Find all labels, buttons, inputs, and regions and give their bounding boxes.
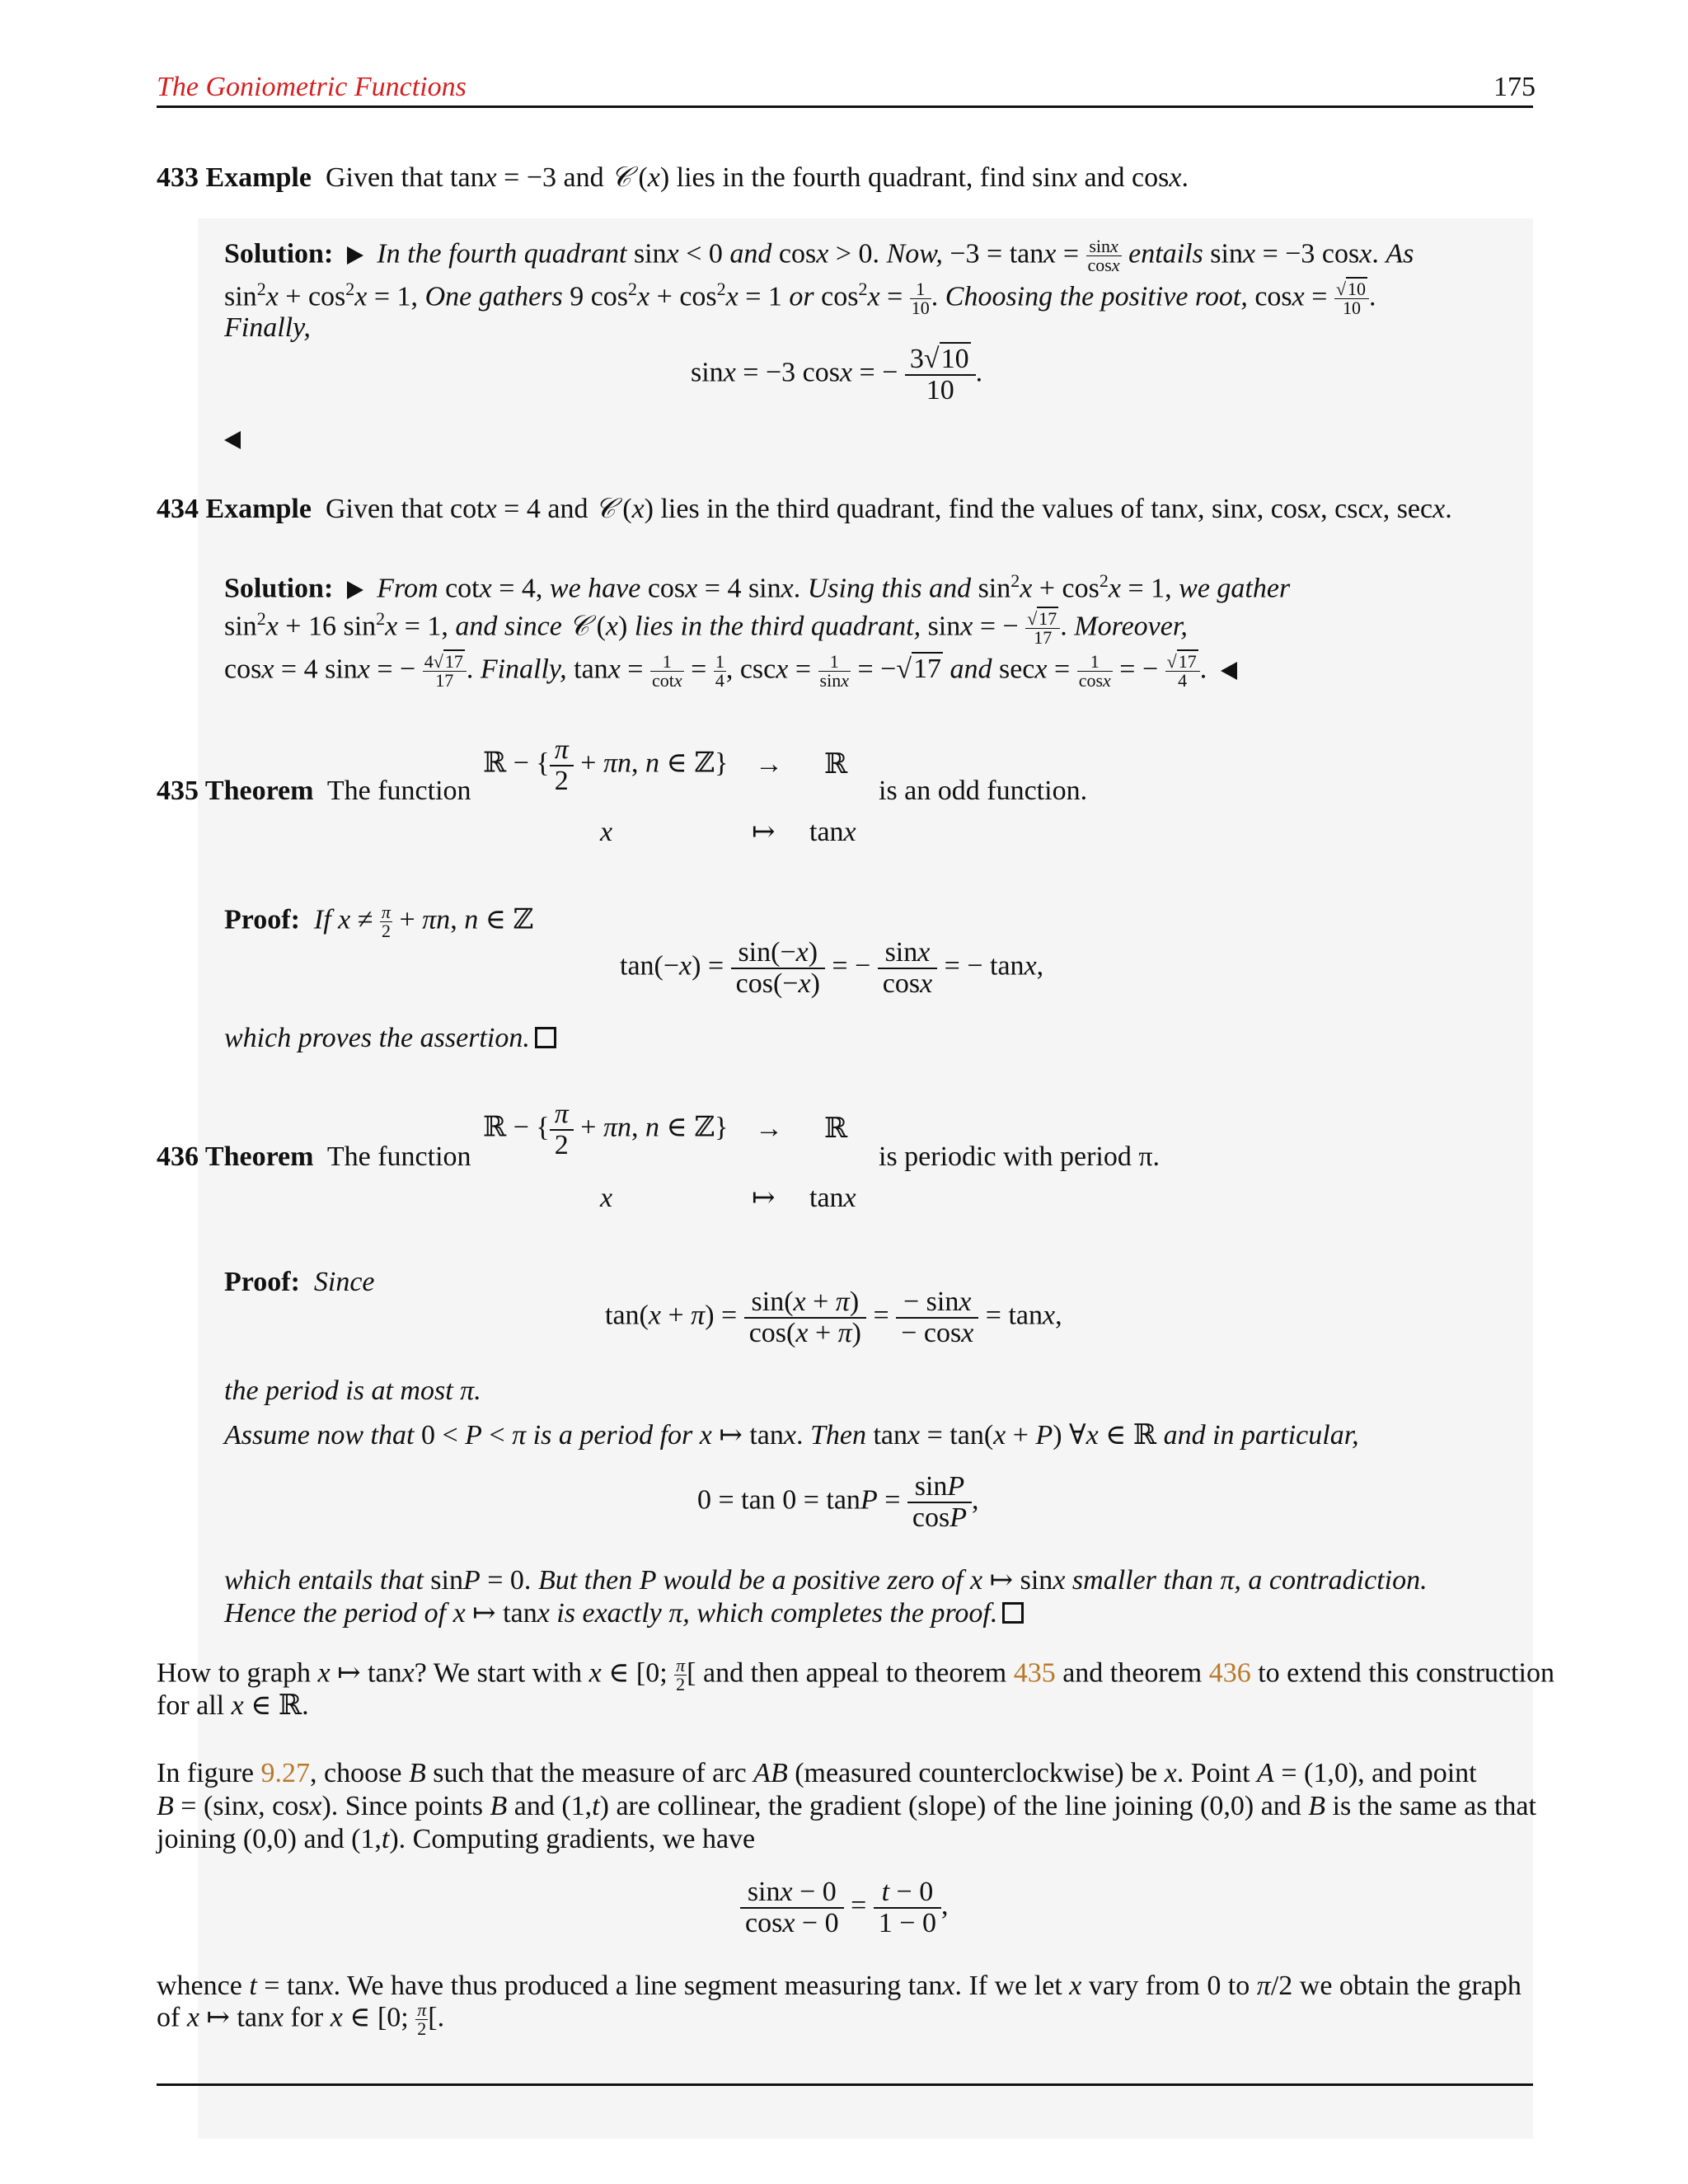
theorem-436-period-at-most: the period is at most π.: [224, 1376, 481, 1406]
example-434-solution-line1: Solution: From cotx = 4, we have cosx = 4 sinx. Using this and $\sin^2x + \cos^2x = 1$, we gather: [224, 570, 1291, 604]
body-display-equation: $\frac{\sin x - 0}{\cos x - 0}$ = $\frac{t - 0}{1 - 0}$ ,: [740, 1877, 948, 1938]
example-433-solution-line2: $\sin^2x + \cos^2x = 1$, One gathers 9 $\cos^2x + \cos^2x = 1$ or $\cos^2x$ = $\frac{1}{10}$ . Choosing the positive root, cosx = $\frac{√10}{10}$ .: [224, 279, 1376, 319]
solution-start-icon: [347, 581, 363, 599]
theorem-435-proof-intro: Proof: If x ≠ $\frac{\pi}{2}$ + πn, n ∈ ℤ: [224, 902, 534, 941]
solution-end-icon: [1221, 662, 1237, 680]
theorem-435-tail: is an odd function.: [879, 776, 1088, 806]
example-433-solution-line1: Solution: In the fourth quadrant sinx < 0 and cosx > 0. Now, −3 = tanx = $\frac{\sin x}{\cos x}$ entails sinx = −3 cosx. As: [224, 236, 1414, 275]
theorem-436-display-equation-2: 0 = tan 0 = tanP = $\frac{\sin P}{\cos P}$ ,: [697, 1471, 979, 1533]
theorem-435-link[interactable]: 435: [1013, 1657, 1056, 1689]
theorem-436-map-domain: ℝ − { $\frac{\pi}{2}$ + πn, n ∈ ℤ}: [483, 1099, 729, 1160]
proof-label: Proof:: [224, 1267, 300, 1297]
theorem-436-tail: is periodic with period π.: [879, 1141, 1160, 1172]
theorem-435-map-domain: ℝ − { $\frac{\pi}{2}$ + πn, n ∈ ℤ}: [483, 734, 729, 796]
running-header-title: The Goniometric Functions: [157, 72, 467, 102]
theorem-436-assume-line: Assume now that 0 < P < π is a period for x ↦ tanx. Then tanx = tan(x + P) ∀x ∈ ℝ and in particular,: [224, 1420, 1359, 1451]
theorem-436-entails-line: which entails that sinP = 0. But then P would be a positive zero of x ↦ sinx smaller than π, a contradiction.: [224, 1565, 1428, 1596]
body-paragraph-1-line1: How to graph x ↦ tanx? We start with x ∈ [0; $\frac{\pi}{2}$ [ and then appeal to theorem 435 and theorem 436 to extend this construction: [157, 1655, 1554, 1694]
footer-rule: [157, 2083, 1533, 2086]
example-434-solution-line3: cosx = 4 sinx = − $\frac{4√17}{17}$ . Finally, tanx = $\frac{1}{\cot x}$ = $\frac{1}{4}$ , cscx = $\frac{1}{\sin x}$ = −√17 and secx = $\frac{1}{\cos x}$ = − $\frac{√17}{4}$ .: [224, 653, 1244, 690]
theorem-436-label: 436 Theorem: [157, 1141, 314, 1172]
body-paragraph-3-line1: whence t = tanx. We have thus produced a line segment measuring tanx. If we let x vary from 0 to π/2 we obtain the graph: [157, 1971, 1522, 2001]
example-433-statement: 433 Example Given that tanx = −3 and 𝒞 (x) lies in the fourth quadrant, find sinx and cosx.: [157, 162, 1189, 193]
body-paragraph-2-line1: In figure 9.27, choose B such that the measure of arc AB (measured counterclockwise) be x. Point A = (1,0), and point: [157, 1758, 1477, 1788]
example-433-display-equation: sinx = −3 cosx = − $\frac{3√10}{10}$ .: [691, 344, 983, 405]
solution-end-icon: [224, 431, 241, 449]
theorem-436-map-mapsto: ↦: [752, 1183, 776, 1213]
theorem-436-map-arrow: →: [755, 1113, 783, 1144]
qed-icon: [1002, 1602, 1024, 1624]
qed-icon: [535, 1027, 556, 1048]
theorem-436-map-image: tanx: [809, 1183, 856, 1213]
theorem-436-proof-intro: Proof: Since: [224, 1267, 375, 1297]
theorem-435-closing: which proves the assertion.: [224, 1022, 556, 1054]
example-433-finally: Finally,: [224, 312, 311, 343]
theorem-435-display-equation: tan(−x) = $\frac{\sin(-x)}{\cos(-x)}$ = − $\frac{\sin x}{\cos x}$ = − tanx,: [620, 937, 1044, 999]
theorem-436-display-equation-1: tan(x + π) = $\frac{\sin(x + \pi)}{\cos(x + \pi)}$ = $\frac{- \sin x}{- \cos x}$ = tanx,: [605, 1286, 1062, 1348]
body-paragraph-1-line2: for all x ∈ ℝ.: [157, 1690, 309, 1721]
solution-label: Solution:: [224, 238, 334, 269]
figure-9-27-link[interactable]: 9.27: [260, 1758, 311, 1788]
theorem-435-map-image: tanx: [809, 817, 856, 847]
example-434-label: 434 Example: [157, 494, 312, 524]
solution-start-icon: [347, 246, 363, 265]
body-paragraph-3-line2: of x ↦ tanx for x ∈ [0; $\frac{\pi}{2}$ [.: [157, 1999, 445, 2039]
example-434-statement: 434 Example Given that cotx = 4 and 𝒞 (x) lies in the third quadrant, find the values of tanx, sinx, cosx, cscx, secx.: [157, 494, 1452, 524]
theorem-436-statement: 436 Theorem The function: [157, 1141, 471, 1172]
theorem-436-map-variable: x: [600, 1183, 613, 1213]
theorem-435-map-variable: x: [600, 817, 613, 847]
theorem-436-map-codomain: ℝ: [824, 1113, 848, 1144]
header-rule: [157, 105, 1533, 108]
solution-label: Solution:: [224, 573, 334, 604]
example-434-solution-line2: $\sin^2x + 16$ $\sin^2x = 1$, and since 𝒞 (x) lies in the third quadrant, sinx = − $\frac{√17}{17}$ . Moreover,: [224, 608, 1188, 649]
theorem-435-map-codomain: ℝ: [824, 749, 848, 780]
example-433-end-marker: [224, 422, 247, 454]
theorem-436-hence-line: Hence the period of x ↦ tanx is exactly π, which completes the proof.: [224, 1597, 1024, 1629]
theorem-435-map-mapsto: ↦: [752, 817, 776, 847]
page-number: 175: [1493, 72, 1536, 102]
example-433-label: 433 Example: [157, 162, 312, 193]
body-paragraph-2-line3: joining (0,0) and (1,t). Computing gradients, we have: [157, 1824, 756, 1854]
proof-label: Proof:: [224, 904, 300, 935]
theorem-435-map-arrow: →: [755, 749, 783, 780]
theorem-435-label: 435 Theorem: [157, 776, 314, 806]
theorem-436-link[interactable]: 436: [1208, 1657, 1251, 1689]
body-paragraph-2-line2: B = (sinx, cosx). Since points B and (1,t) are collinear, the gradient (slope) of the line joining (0,0) and B is the same as that: [157, 1791, 1536, 1821]
theorem-435-statement: 435 Theorem The function: [157, 776, 471, 806]
